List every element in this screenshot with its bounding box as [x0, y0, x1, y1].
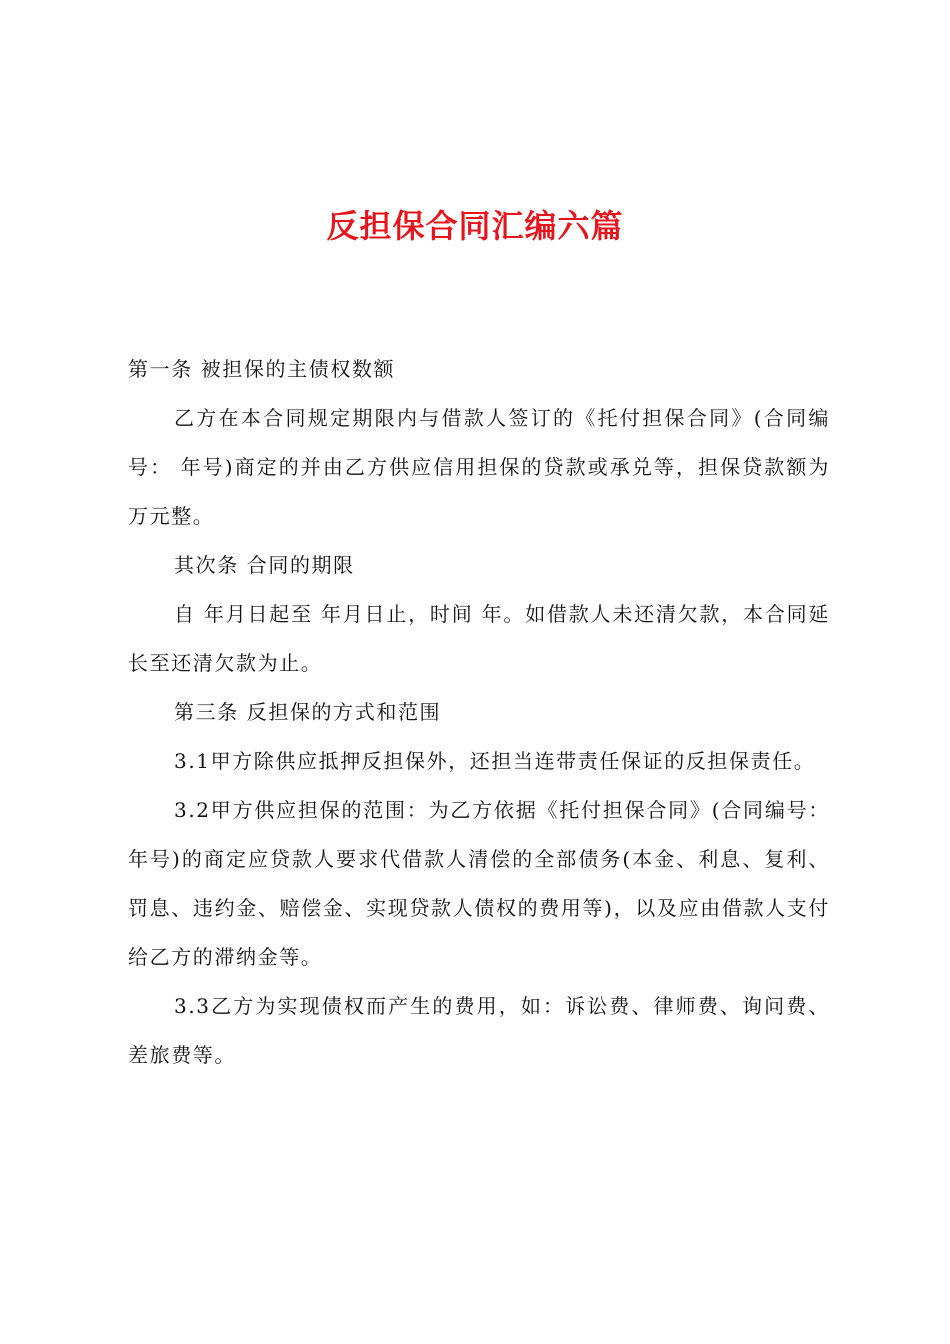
article-2-heading: 其次条 合同的期限: [174, 553, 355, 577]
article-2-text: 自 年月日起至 年月日止，时间 年。如借款人未还清欠款，本合同延长至还清欠款为止。: [128, 602, 830, 675]
document-body: [128, 345, 830, 1080]
document-title: 反担保合同汇编六篇: [326, 207, 624, 245]
clause-3-2-text: 3.2甲方供应担保的范围：为乙方依据《托付担保合同》(合同编号： 年号)的商定应贷款人要求代借款人清偿的全部债务(本金、利息、复利、罚息、违约金、赔偿金、实现贷款人债权的费用等)，以及应由借款人支付给乙方的滞纳金等。: [128, 798, 830, 969]
article-3-heading: 第三条 反担保的方式和范围: [174, 700, 442, 724]
article-1-text: 乙方在本合同规定期限内与借款人签订的《托付担保合同》(合同编号： 年号)商定的并由乙方供应信用担保的贷款或承兑等，担保贷款额为 万元整。: [128, 406, 830, 528]
clause-3-3-text: 3.3乙方为实现债权而产生的费用，如：诉讼费、律师费、询问费、差旅费等。: [128, 994, 830, 1067]
clause-3-1-text: 3.1甲方除供应抵押反担保外，还担当连带责任保证的反担保责任。: [174, 749, 816, 773]
article-1-heading: 第一条 被担保的主债权数额: [128, 357, 396, 381]
